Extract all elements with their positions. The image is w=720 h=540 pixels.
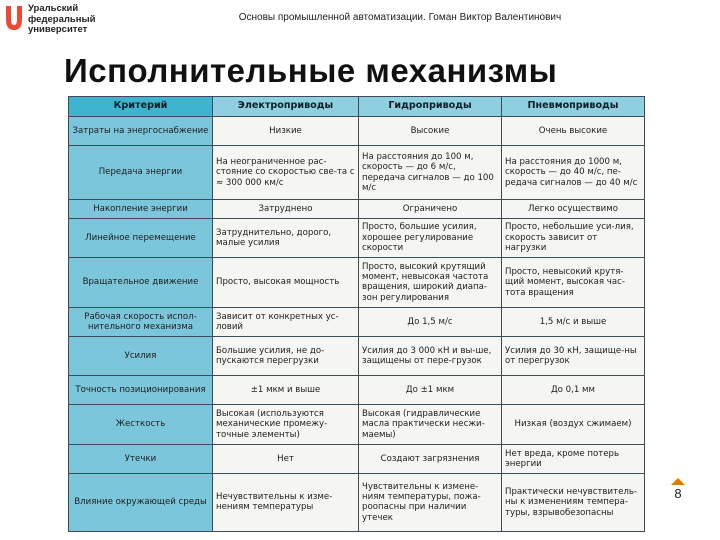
criterion-cell: Передача энергии [69, 146, 213, 200]
electric-cell: Нечувствительны к изме-нениям температуры [213, 473, 359, 531]
hydraulic-cell: На расстояния до 100 м, скорость — до 6 м/с, передача сигналов — до 100 м/с [359, 146, 502, 200]
criterion-cell: Усилия [69, 336, 213, 375]
pneumatic-cell: Просто, невысокий крутя-щий момент, высокая час-тота вращения [502, 258, 645, 308]
table-row [69, 258, 645, 308]
comparison-table-wrapper [68, 96, 644, 532]
hydraulic-cell: Просто, большие усилия, хорошее регулирование скорости [359, 218, 502, 257]
logo-line-2: федеральный [28, 13, 96, 25]
pneumatic-cell: 1,5 м/с и выше [502, 307, 645, 336]
table-row [69, 117, 645, 146]
electric-cell: Зависит от конкретных ус-ловий [213, 307, 359, 336]
header-pneumatic: Пневмоприводы [502, 97, 645, 117]
table-row [69, 199, 645, 218]
pneumatic-cell: До 0,1 мм [502, 376, 645, 405]
hydraulic-cell: Высокая (гидравлические масла практически несжи-маемы) [359, 405, 502, 444]
electric-cell: Затруднено [213, 199, 359, 218]
electric-cell: Просто, высокая мощность [213, 258, 359, 308]
comparison-table [68, 96, 645, 532]
pneumatic-cell: Легко осуществимо [502, 199, 645, 218]
header-criterion: Критерий [69, 97, 213, 117]
table-row [69, 405, 645, 444]
criterion-cell: Утечки [69, 444, 213, 473]
electric-cell: На неограниченное рас-стояние со скоростью све-та с ≈ 300 000 км/с [213, 146, 359, 200]
criterion-cell: Влияние окружающей среды [69, 473, 213, 531]
electric-cell: Нет [213, 444, 359, 473]
table-row [69, 473, 645, 531]
criterion-cell: Накопление энергии [69, 199, 213, 218]
table-row [69, 444, 645, 473]
hydraulic-cell: Высокие [359, 117, 502, 146]
page-number-indicator [664, 478, 692, 501]
page-number: 8 [674, 486, 682, 501]
pneumatic-cell: Просто, небольшие уси-лия, скорость зависит от нагрузки [502, 218, 645, 257]
electric-cell: Затруднительно, дорого, малые усилия [213, 218, 359, 257]
hydraulic-cell: Ограничено [359, 199, 502, 218]
pneumatic-cell: Нет вреда, кроме потерь энергии [502, 444, 645, 473]
slide-title: Исполнительные механизмы [64, 52, 558, 89]
hydraulic-cell: До 1,5 м/с [359, 307, 502, 336]
header-hydraulic: Гидроприводы [359, 97, 502, 117]
criterion-cell: Рабочая скорость испол-нительного механизма [69, 307, 213, 336]
pneumatic-cell: Очень высокие [502, 117, 645, 146]
logo-line-3: университет [28, 24, 88, 35]
electric-cell: Высокая (используются механические промежу-точные элементы) [213, 405, 359, 444]
table-row [69, 376, 645, 405]
hydraulic-cell: Создают загрязнения [359, 444, 502, 473]
pneumatic-cell: Усилия до 30 кН, защище-ны от перегрузок [502, 336, 645, 375]
electric-cell: Низкие [213, 117, 359, 146]
table-row [69, 146, 645, 200]
logo-line-1: Уральский [28, 3, 79, 14]
triangle-up-icon [671, 478, 685, 485]
criterion-cell: Вращательное движение [69, 258, 213, 308]
hydraulic-cell: Просто, высокий крутящий момент, невысокая частота вращения, широкий диапа-зон регулирования [359, 258, 502, 308]
pneumatic-cell: Практически нечувствитель-ны к изменениям темпера-туры, взрывобезопасны [502, 473, 645, 531]
course-name: Основы промышленной автоматизации. [238, 12, 426, 23]
table-header-row [69, 97, 645, 117]
criterion-cell: Линейное перемещение [69, 218, 213, 257]
electric-cell: ±1 мкм и выше [213, 376, 359, 405]
table-row [69, 336, 645, 375]
criterion-cell: Жесткость [69, 405, 213, 444]
electric-cell: Большие усилия, не до-пускаются перегрузки [213, 336, 359, 375]
hydraulic-cell: До ±1 мкм [359, 376, 502, 405]
criterion-cell: Точность позиционирования [69, 376, 213, 405]
hydraulic-cell: Усилия до 3 000 кН и вы-ше, защищены от пере-грузок [359, 336, 502, 375]
hydraulic-cell: Чувствительны к измене-ниям температуры, пожа-роопасны при наличии утечек [359, 473, 502, 531]
pneumatic-cell: На расстояния до 1000 м, скорость — до 40 м/с, пе-редача сигналов — до 40 м/с [502, 146, 645, 200]
header-electric: Электроприводы [213, 97, 359, 117]
author-name: Гоман Виктор Валентинович [428, 12, 562, 23]
slide-header [0, 12, 720, 23]
table-row [69, 307, 645, 336]
criterion-cell: Затраты на энергоснабжение [69, 117, 213, 146]
table-row [69, 218, 645, 257]
pneumatic-cell: Низкая (воздух сжимаем) [502, 405, 645, 444]
